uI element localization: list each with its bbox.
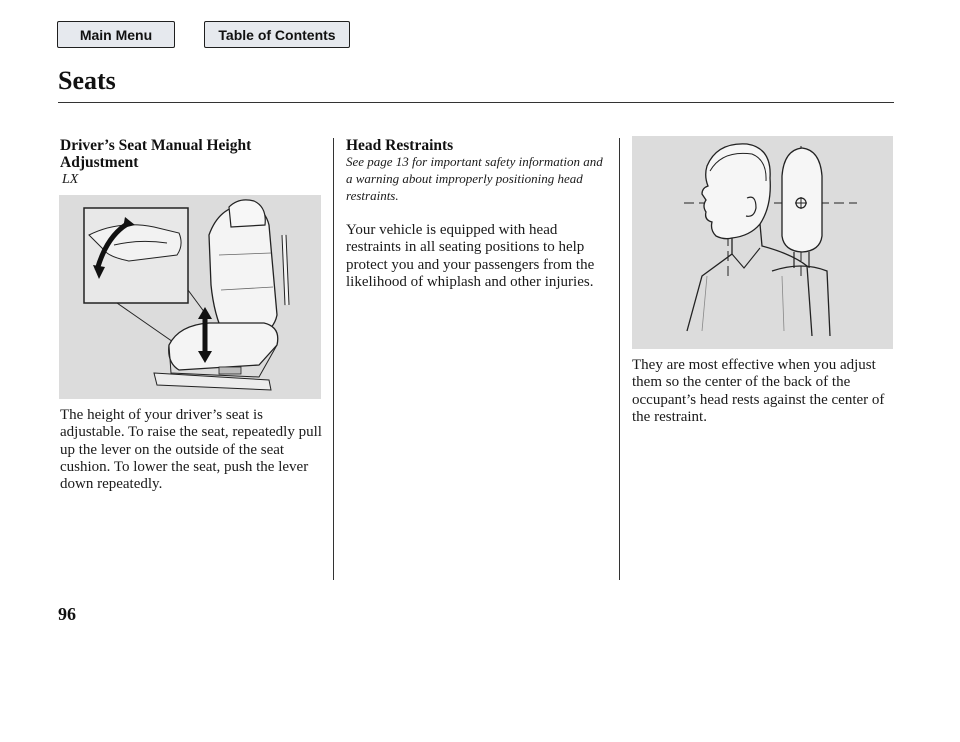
seat-height-lever-illustration-icon [59, 195, 321, 399]
main-menu-button[interactable]: Main Menu [57, 21, 175, 48]
head-restraint-position-illustration-icon [632, 136, 893, 349]
table-of-contents-button[interactable]: Table of Contents [204, 21, 350, 48]
head-restraint-adjustment-text: They are most effective when you adjust them so the center of the back of the occupant’s head rests against the center of the restraint. [632, 357, 885, 425]
page-number: 96 [58, 604, 76, 624]
section-heading-driver-seat: Driver’s Seat Manual Height Adjustment [60, 137, 252, 171]
column-divider-right [619, 138, 620, 580]
title-divider [58, 102, 894, 103]
head-restraint-description: Your vehicle is equipped with head restraints in all seating positions to help protect you and your passengers from the likelihood of whiplash and other injuries. [346, 222, 595, 290]
safety-note: See page 13 for important safety information and a warning about improperly positioning head restraints. [346, 154, 603, 203]
section-heading-head-restraints: Head Restraints [346, 137, 454, 154]
column-divider-left [333, 138, 334, 580]
page-title: Seats [58, 66, 116, 95]
model-label: LX [62, 172, 79, 187]
driver-seat-description: The height of your driver’s seat is adjustable. To raise the seat, repeatedly pull up the lever on the outside of the seat cushion. To lower the seat, push the lever down repeatedly. [60, 407, 322, 493]
